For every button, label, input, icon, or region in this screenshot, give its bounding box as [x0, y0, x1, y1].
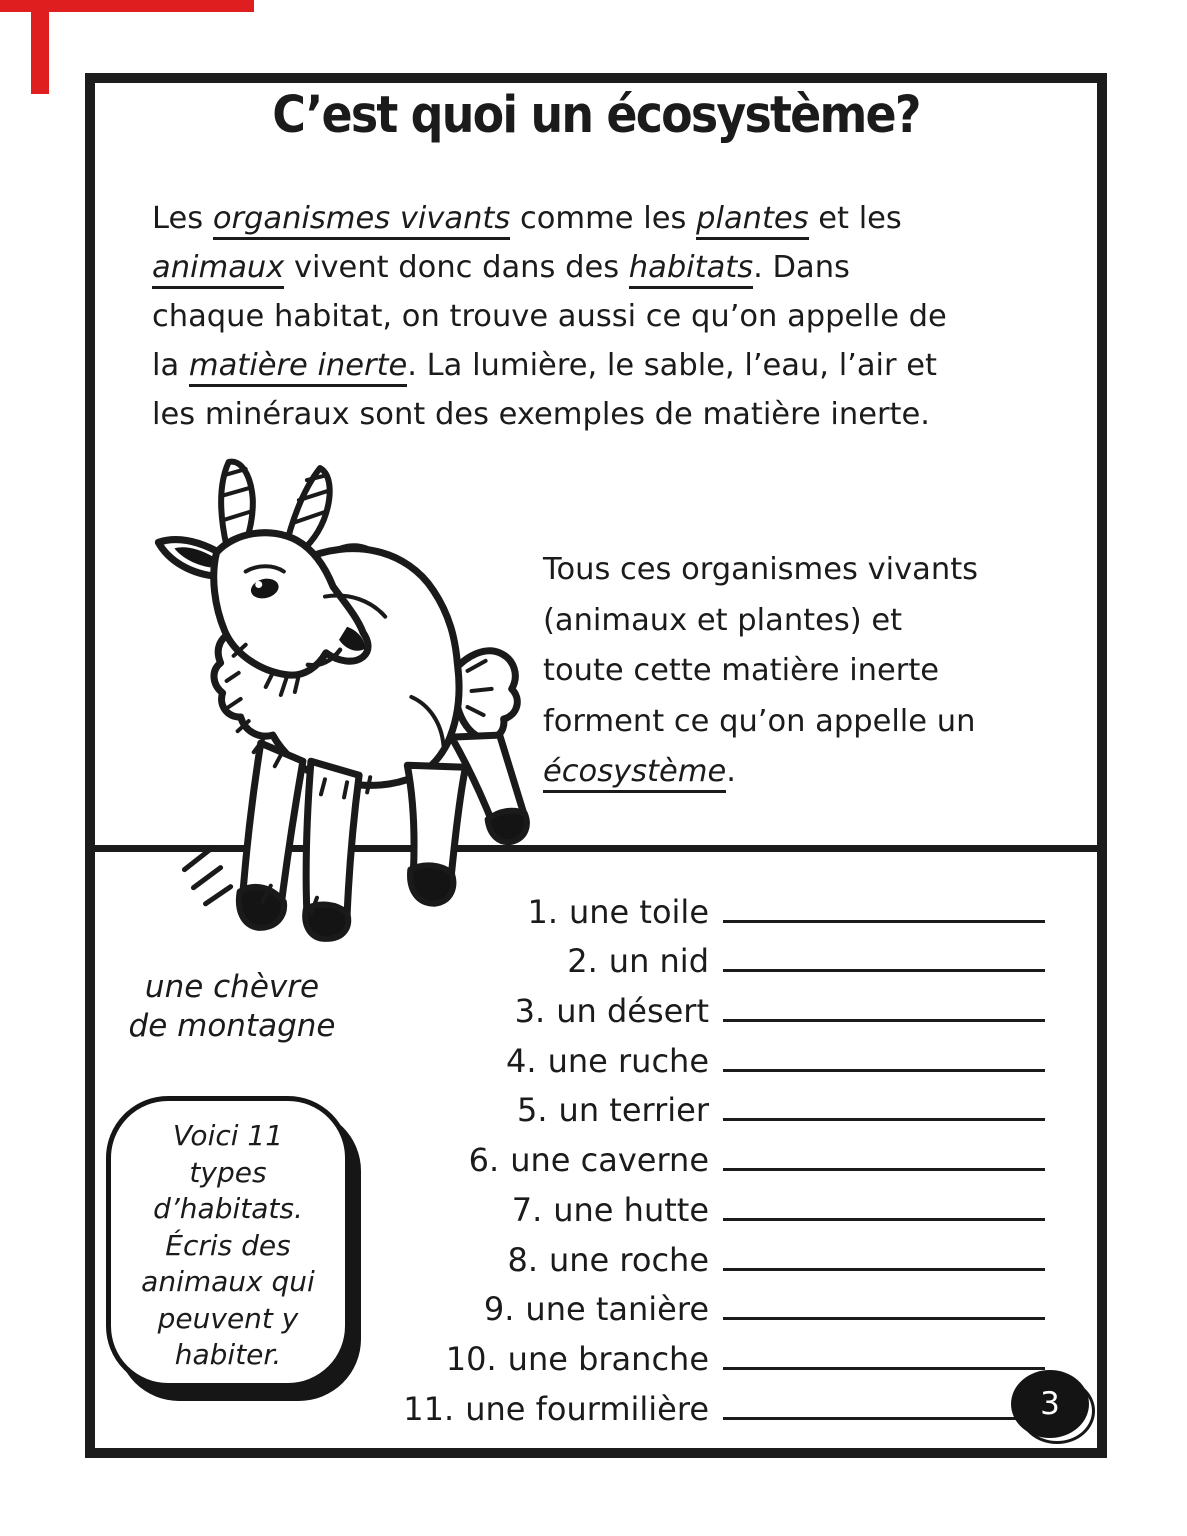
answer-blank[interactable]	[723, 1266, 1045, 1271]
habitat-list-row	[395, 1328, 1045, 1378]
item-text: une ruche	[547, 1041, 709, 1080]
item-text: une caverne	[510, 1141, 709, 1180]
item-number: 3.	[514, 992, 546, 1031]
item-number: 5.	[517, 1091, 548, 1130]
item-number: 9.	[483, 1290, 515, 1329]
item-number: 4.	[506, 1041, 537, 1080]
ecosystem-paragraph: Tous ces organismes vivants (animaux et plantes) et toute cette matière inerte forment ce qu’on appelle un écosystème.	[543, 545, 978, 798]
habitat-list-row	[395, 1279, 1045, 1329]
answer-blank[interactable]	[723, 1116, 1045, 1121]
goat-caption: une chèvre de montagne	[128, 969, 336, 1044]
item-text: une branche	[507, 1339, 709, 1378]
habitat-list-row	[395, 1129, 1045, 1179]
item-text: une roche	[548, 1240, 709, 1279]
item-text: une fourmilière	[465, 1389, 709, 1428]
item-number: 6.	[468, 1141, 500, 1180]
habitat-label	[395, 1141, 709, 1179]
instructions-speech-bubble: Voici 11 types d’habitats. Écris des animaux qui peuvent y habiter.	[106, 1096, 350, 1388]
mountain-goat-illustration	[112, 448, 544, 965]
item-text: une toile	[568, 892, 709, 931]
answer-blank[interactable]	[723, 1067, 1045, 1072]
goat-tail	[453, 651, 517, 739]
answer-blank[interactable]	[723, 1166, 1045, 1171]
answer-blank[interactable]	[723, 1017, 1045, 1022]
answer-blank[interactable]	[723, 918, 1045, 923]
page-number-badge	[1011, 1370, 1089, 1438]
item-text: un désert	[556, 992, 709, 1031]
answer-blank[interactable]	[723, 1365, 1045, 1370]
habitat-list-row	[395, 1080, 1045, 1130]
item-number: 2.	[567, 942, 598, 981]
intro-paragraph: Les organismes vivants comme les plantes et les animaux vivent donc dans des habitats. Dans chaque habitat, on trouve aussi ce qu’on appelle de la matière inerte. La lumière, le sable, l’eau, l’air et les minéraux sont des exemples de matière inerte.	[152, 201, 947, 432]
habitat-list-row	[395, 1179, 1045, 1229]
answer-blank[interactable]	[723, 967, 1045, 972]
scan-artifact-left-strip	[31, 0, 49, 94]
habitat-list-row	[395, 1030, 1045, 1080]
habitat-label	[395, 992, 709, 1030]
item-text: un terrier	[558, 1091, 709, 1130]
item-text: un nid	[608, 942, 709, 981]
habitat-label	[395, 1290, 709, 1328]
item-number: 1.	[527, 892, 558, 931]
habitat-label	[395, 1241, 709, 1279]
answer-blank[interactable]	[723, 1415, 1045, 1420]
item-number: 7.	[511, 1190, 543, 1229]
habitat-label	[395, 1340, 709, 1378]
habitat-label	[395, 1091, 709, 1129]
habitat-label	[395, 1390, 709, 1428]
item-number: 10.	[445, 1339, 497, 1378]
item-number: 8.	[507, 1240, 538, 1279]
answer-blank[interactable]	[723, 1216, 1045, 1221]
page-title: C’est quoi un écosystème?	[272, 86, 920, 145]
item-text: une hutte	[553, 1190, 709, 1229]
habitat-list-row	[395, 1378, 1045, 1428]
page-number: 3	[1040, 1386, 1060, 1422]
item-number: 11.	[403, 1389, 455, 1428]
habitat-label	[395, 1042, 709, 1080]
habitat-list-row	[395, 1229, 1045, 1279]
habitat-list-row	[395, 980, 1045, 1030]
habitat-label	[395, 1191, 709, 1229]
item-text: une tanière	[525, 1290, 709, 1329]
answer-blank[interactable]	[723, 1315, 1045, 1320]
